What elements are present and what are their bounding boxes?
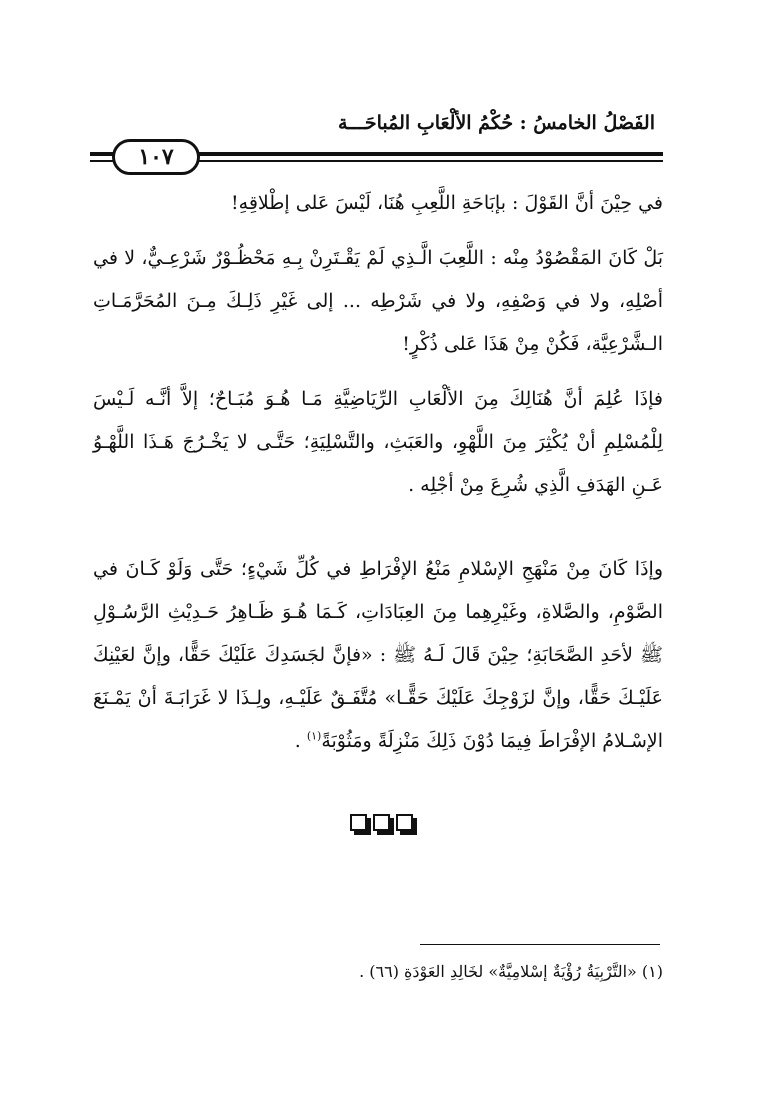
paragraph-4: [93, 548, 663, 763]
paragraph-2: بَلْ كَانَ المَقْصُوْدُ مِنْه : اللَّعِبَ الَّـذِي لَمْ يَقْـتَرِنْ بِـهِ مَحْظُـوْرٌ شَرْعِـيٌّ، لا في أصْلِهِ، ولا في وَصْفِهِ، ولا في شَرْطِه ... إلى غَيْرِ ذَلِـكَ مِـنَ المُحَرَّمَـاتِ الـشَّرْعِيَّة، فَكُنْ مِنْ هَذَا عَلى ذُكْرٍ!: [93, 247, 663, 355]
paragraph-3: فإذَا عُلِمَ أنَّ هُنَالِكَ مِنَ الألْعَابِ الرِّيَاضِيَّةِ مَـا هُـوَ مُبَـاحٌ؛ إلاَّ أنَّـه لَـيْسَ لِلْمُسْلِمِ أنْ يُكْثِرَ مِنَ اللَّهْوِ، والعَبَثِ، والتَّسْلِيَةِ؛ حَتَّـى لا يَخْـرُجَ هَـذَا اللَّهْـوُ عَـنِ الهَدَفِ الَّذِي شُرِعَ مِنْ أجْلِه .: [93, 388, 663, 496]
separator-square-icon: [350, 814, 367, 831]
paragraph-1: في حِيْنَ أنَّ القَوْلَ : بإبَاحَةِ اللَّعِبِ هُنَا، لَيْسَ عَلى إطْلاقِهِ!: [231, 192, 663, 214]
page-number: ١٠٧: [138, 144, 174, 170]
paragraph-4-end: .: [294, 730, 307, 752]
separator-square-icon: [396, 814, 413, 831]
paragraph-4-text: وإذَا كَانَ مِنْ مَنْهَجِ الإسْلامِ مَنْعُ الإفْرَاطِ في كُلِّ شَيْءٍ؛ حَتَّى وَلَوْ كَـانَ في الصَّوْمِ، والصَّلاةِ، وغَيْرِهِما مِنَ العِبَادَاتِ، كَـمَا هُـوَ ظَـاهِرُ حَـدِيْثِ الرَّسُـوْلِ ﷺ لأحَدِ الصَّحَابَةِ؛ حِيْنَ قَالَ لَـهُ ﷺ : «فإنَّ لجَسَدِكَ عَلَيْكَ حَقًّا، وإنَّ لعَيْنِكَ عَلَيْـكَ حَقًّا، وإنَّ لزَوْجِكَ عَلَيْكَ حَقًّـا» مُتَّفَـقٌ عَلَيْـهِ، ولِـذَا لا غَرَابَـةَ أنْ يَمْـنَعَ الإسْـلامُ الإفْرَاطَ فِيمَا دُوْنَ ذَلِكَ مَنْزِلَةً ومَثُوْبَةً: [93, 558, 663, 752]
chapter-running-title: الفَصْلُ الخامسُ : حُكْمُ الألْعَابِ المُباحَـــة: [338, 112, 655, 134]
footnote-rule: [420, 944, 660, 945]
section-separator: [0, 814, 763, 831]
footnote-marker: (١): [306, 729, 322, 743]
separator-square-icon: [373, 814, 390, 831]
page-number-badge: [112, 139, 200, 175]
footnote: (١) «التَّرْبِيَةُ رُؤْيَةٌ إسْلامِيَّةٌ» لخَالِدِ العَوْدَةِ (٦٦) .: [359, 962, 663, 981]
